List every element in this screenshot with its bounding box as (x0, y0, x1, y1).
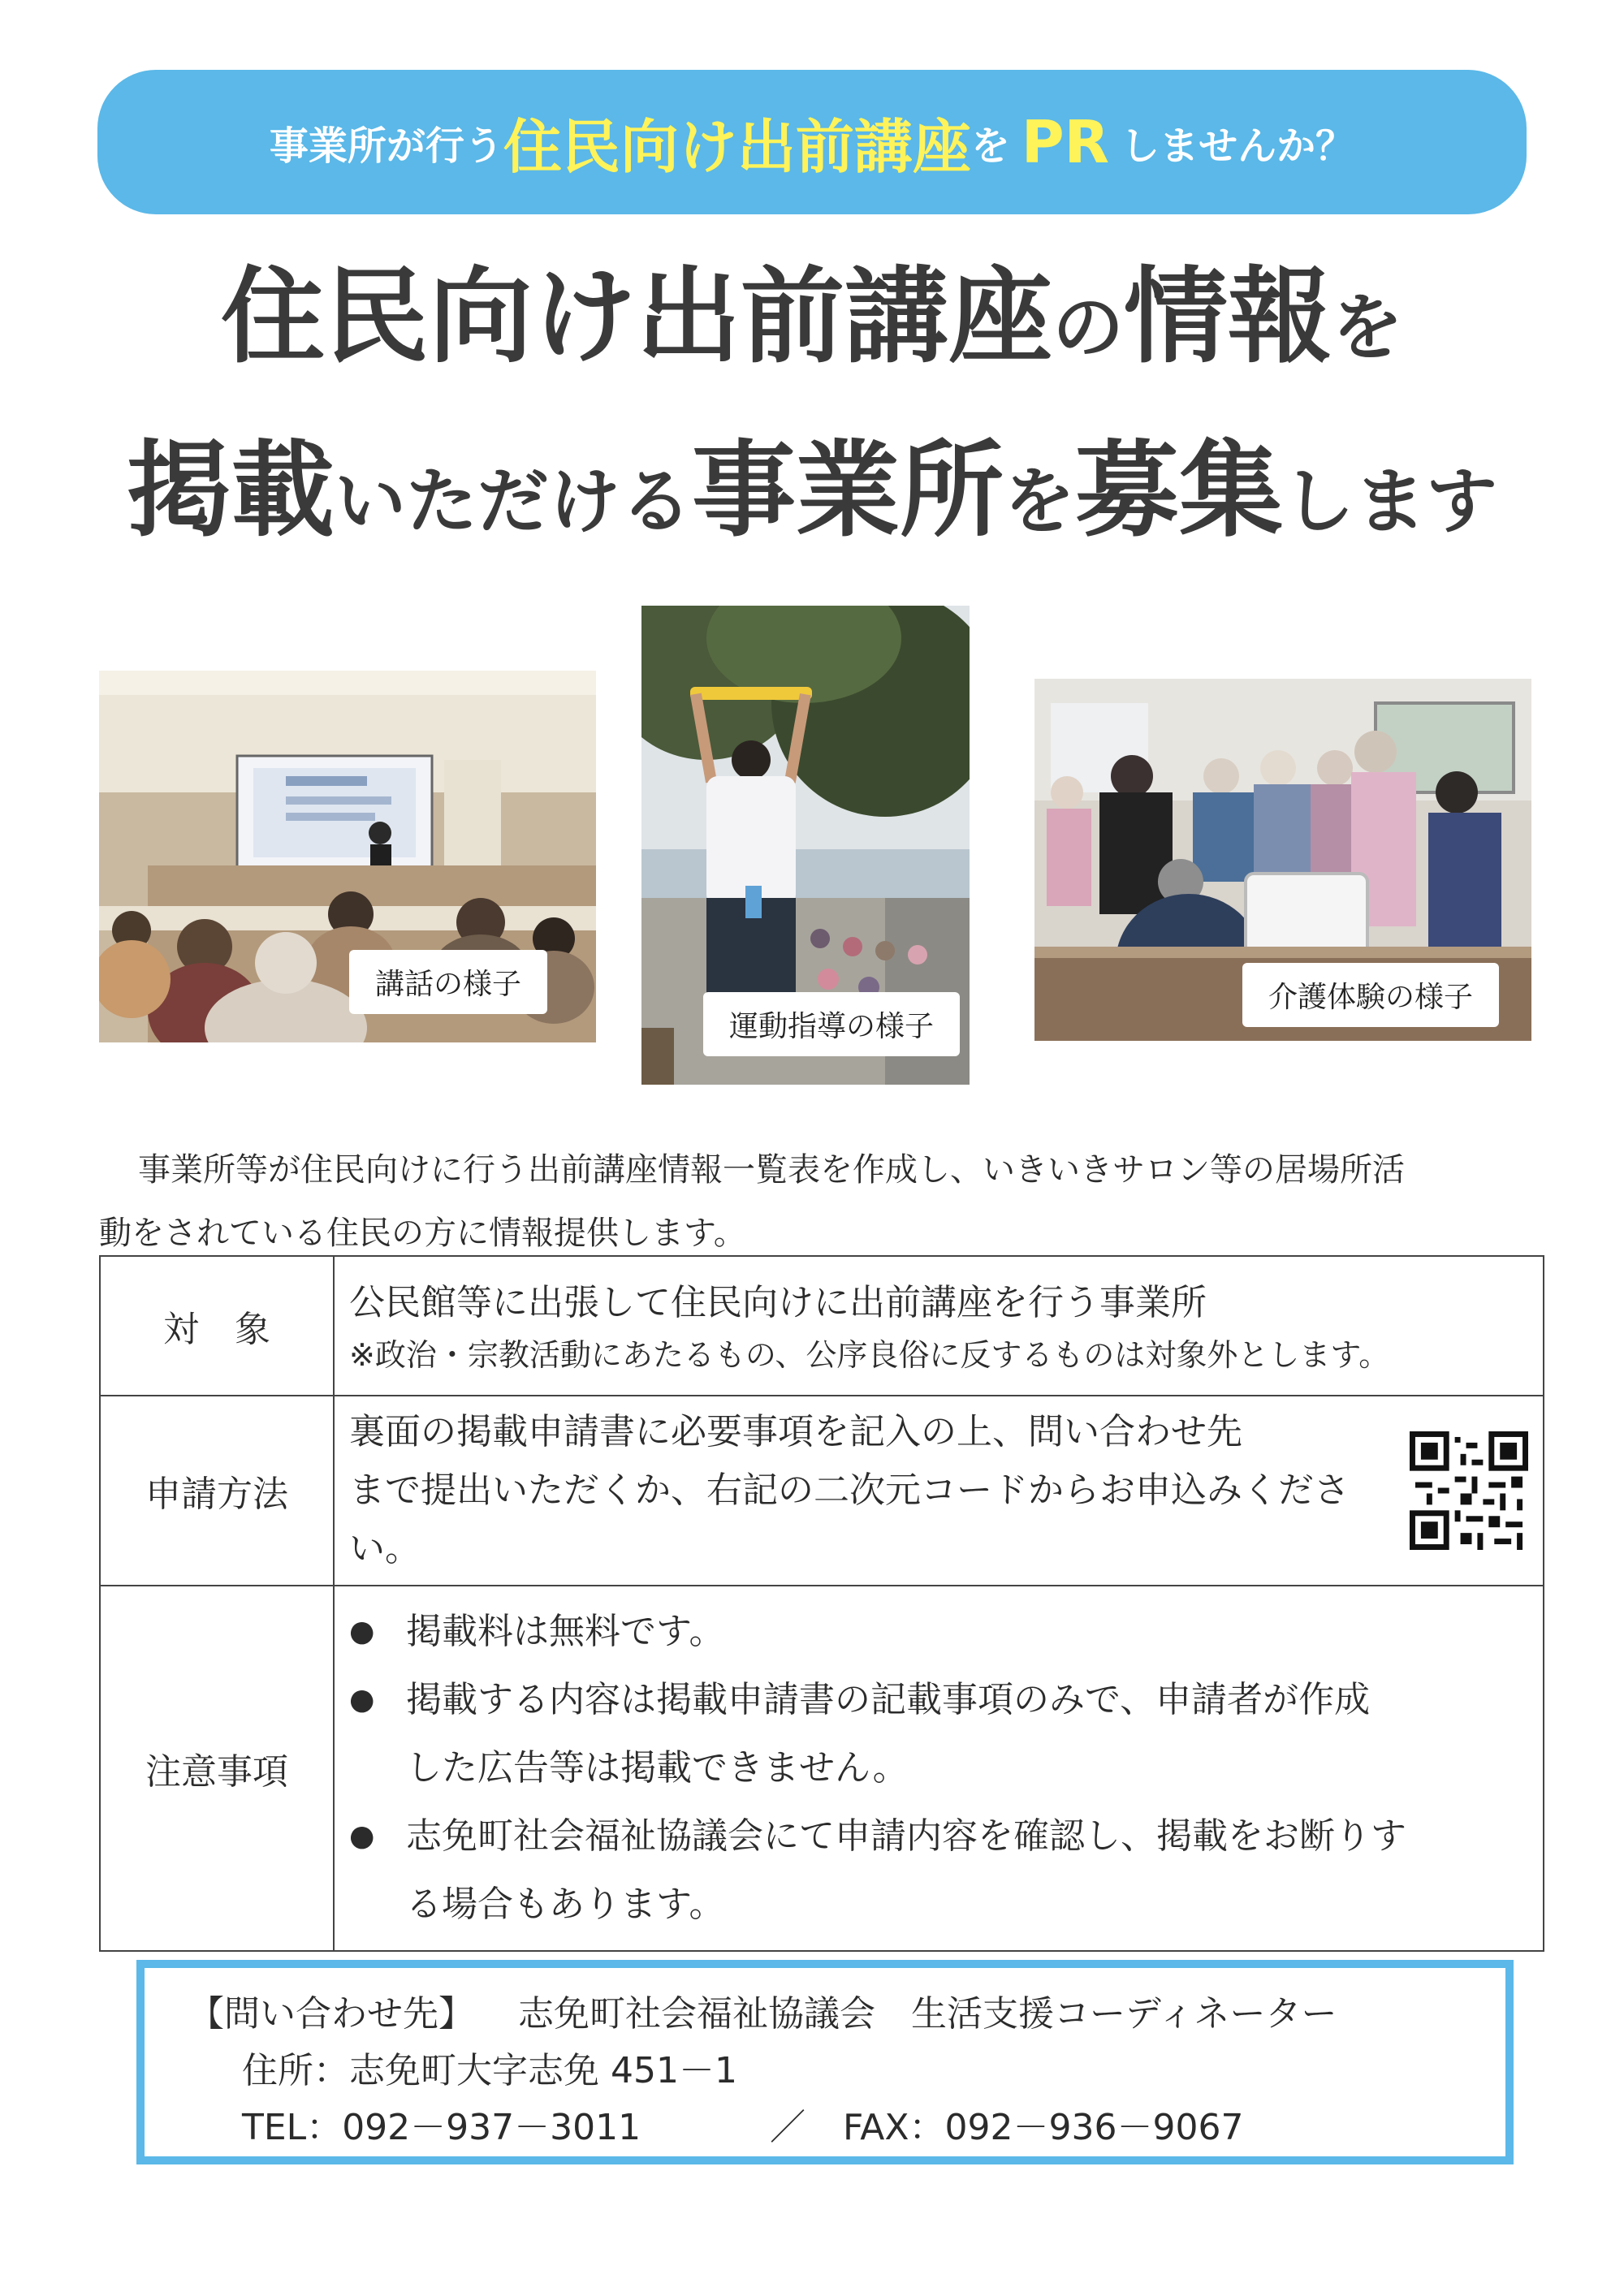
contact-box (136, 1960, 1514, 2164)
note-item (349, 1802, 1528, 1939)
contact-org: 志免町社会福祉協議会 生活支援コーディネーター (518, 1993, 1337, 2035)
contact-fax: FAX：092－936－9067 (843, 2107, 1244, 2148)
bullet-icon: ● (349, 1615, 375, 1648)
table-row-apply (100, 1396, 1544, 1586)
contact-separator: ／ (770, 2107, 806, 2148)
note-item (349, 1666, 1528, 1802)
headline-2e: 募集 (1075, 430, 1284, 551)
qr-code-icon[interactable] (1410, 1431, 1528, 1550)
banner-pr: PR (1021, 108, 1110, 176)
note-1-line-1: 掲載料は無料です。 (406, 1611, 725, 1652)
caption-care: 介護体験の様子 (1242, 963, 1499, 1027)
target-note: ※政治・宗教活動にあたるもの、公序良俗に反するものは対象外とします。 (349, 1337, 1390, 1373)
note-2-line-1: 掲載する内容は掲載申請書の記載事項のみで、申請者が作成 (406, 1679, 1371, 1720)
banner-text-1: 事業所が行う (269, 123, 503, 169)
target-text: 公民館等に出張して住民向けに出前講座を行う事業所 (349, 1282, 1207, 1323)
apply-line-1: 裏面の掲載申請書に必要事項を記入の上、問い合わせ先 (349, 1411, 1242, 1452)
headline-1a: 住民向け出前講座 (220, 257, 1052, 378)
banner-text-2: を (970, 123, 1010, 169)
bullet-icon: ● (349, 1819, 375, 1853)
headline-1d: を (1332, 286, 1404, 369)
intro-line-1: 事業所等が住民向けに行う出前講座情報一覧表を作成し、いきいきサロン等の居場所活 (138, 1151, 1405, 1189)
note-2-line-2: した広告等は掲載できません。 (406, 1747, 909, 1789)
apply-line-2: まで提出いただくか、右記の二次元コードからお申込みください。 (349, 1470, 1350, 1569)
label-apply: 申請方法 (100, 1396, 334, 1586)
content-apply (334, 1396, 1544, 1586)
intro-paragraph (99, 1138, 1544, 1265)
banner-highlight: 住民向け出前講座 (503, 113, 971, 181)
headline-2b: いただける (334, 460, 692, 543)
info-table (99, 1255, 1544, 1952)
headline-1b: の (1052, 286, 1124, 369)
contact-address: 住所：志免町大字志免 451－1 (242, 2050, 737, 2091)
caption-lecture: 講話の様子 (349, 950, 547, 1014)
table-row-notes (100, 1586, 1544, 1951)
note-item (349, 1598, 1528, 1666)
headline-2c: 事業所 (691, 430, 1004, 551)
contact-tel: TEL：092－937－3011 (242, 2107, 641, 2148)
label-notes: 注意事項 (100, 1586, 334, 1951)
top-banner (97, 70, 1527, 214)
headline-2d: を (1004, 460, 1076, 543)
headline-2f: します (1283, 460, 1498, 543)
headline-line-2 (0, 430, 1624, 563)
table-row-target (100, 1256, 1544, 1396)
headline-line-1 (0, 257, 1624, 389)
content-notes (334, 1586, 1544, 1951)
contact-heading: 【問い合わせ先】 (188, 1993, 474, 2035)
label-target: 対 象 (100, 1256, 334, 1396)
content-target (334, 1256, 1544, 1396)
intro-line-2: 動をされている住民の方に情報提供します。 (99, 1215, 746, 1252)
note-3-line-2: る場合もあります。 (406, 1884, 725, 1925)
bullet-icon: ● (349, 1683, 375, 1716)
headline-2a: 掲載 (126, 430, 335, 551)
caption-exercise: 運動指導の様子 (703, 992, 960, 1056)
headline-1c: 情報 (1124, 257, 1332, 378)
banner-text-3: しませんか？ (1121, 123, 1355, 169)
note-3-line-1: 志免町社会福祉協議会にて申請内容を確認し、掲載をお断りす (406, 1815, 1406, 1857)
